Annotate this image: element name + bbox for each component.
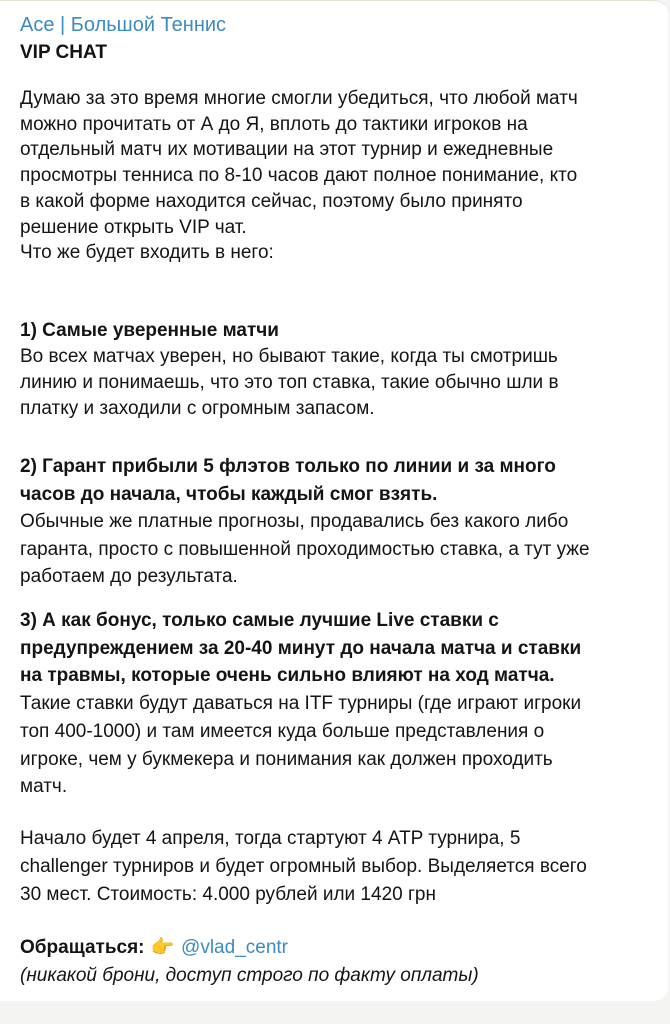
item-1 xyxy=(20,318,660,422)
contact-note: (никакой брони, доступ строго по факту оплаты) xyxy=(20,965,479,986)
section-heading-line: часов до начала, чтобы каждый смог взять. xyxy=(20,483,438,505)
text-line: просмотры тенниса по 8-10 часов дают полное понимание, кто xyxy=(20,165,578,187)
text-line: топ 400-1000) и там имеется куда больше представления о xyxy=(20,720,545,742)
item-3 xyxy=(20,607,660,801)
channel-name[interactable]: Ace | Большой Теннис xyxy=(20,14,227,36)
intro-paragraph xyxy=(20,86,660,266)
contact-label: Обращаться: xyxy=(20,937,145,958)
pointing-hand-icon: 👉 xyxy=(150,937,175,958)
text-line: решение открыть VIP чат. xyxy=(20,216,247,238)
text-line: challenger турниров и будет огромный выбор. Выделяется всего xyxy=(20,856,587,877)
text-line: линию и понимаешь, что это топ ставка, такие обычно шли в xyxy=(20,372,559,393)
text-line: Думаю за это время многие смогли убедиться, что любой матч xyxy=(20,88,578,109)
text-line: Начало будет 4 апреля, тогда стартуют 4 ATP турнира, 5 xyxy=(20,828,521,849)
text-line: платку и заходили с огромным запасом. xyxy=(20,398,375,419)
text-line: в какой форме находится сейчас, поэтому было принято xyxy=(20,190,523,212)
message-subtitle: VIP CHAT xyxy=(20,42,107,63)
section-heading-line: 3) А как бонус, только самые лучшие Live ставки с xyxy=(20,610,499,631)
text-line: можно прочитать от А до Я, вплоть до тактики игроков на xyxy=(20,113,528,135)
text-line: отдельный матч их мотивации на этот турнир и ежедневные xyxy=(20,139,554,161)
text-line: Такие ставки будут даваться на ITF турниры (где играют игроки xyxy=(20,693,582,715)
text-line: матч. xyxy=(20,776,68,798)
text-line: Обычные же платные прогнозы, продавались без какого либо xyxy=(20,511,569,532)
text-line: игроке, чем у букмекера и понимания как должен проходить xyxy=(20,748,553,770)
details-paragraph xyxy=(20,825,660,909)
section-heading-line: предупреждением за 20-40 минут до начала матча и ставки xyxy=(20,637,582,659)
text-line: работаем до результата. xyxy=(20,566,238,587)
section-heading-line: 2) Гарант прибыли 5 флэтов только по линии и за много xyxy=(20,456,556,477)
section-heading-line: на травмы, которые очень сильно влияют на ход матча. xyxy=(20,665,555,687)
contact-handle-link[interactable]: @vlad_centr xyxy=(181,937,288,958)
text-line: гаранта, просто с повышенной проходимостью ставка, а тут уже xyxy=(20,538,590,560)
item-2 xyxy=(20,453,660,591)
contact-block xyxy=(20,934,660,990)
text-line: Что же будет входить в него: xyxy=(20,242,274,264)
section-heading-line: 1) Самые уверенные матчи xyxy=(20,320,279,341)
text-line: 30 мест. Стоимость: 4.000 рублей или 1420 грн xyxy=(20,884,436,905)
text-line: Во всех матчах уверен, но бывают такие, когда ты смотришь xyxy=(20,346,558,367)
